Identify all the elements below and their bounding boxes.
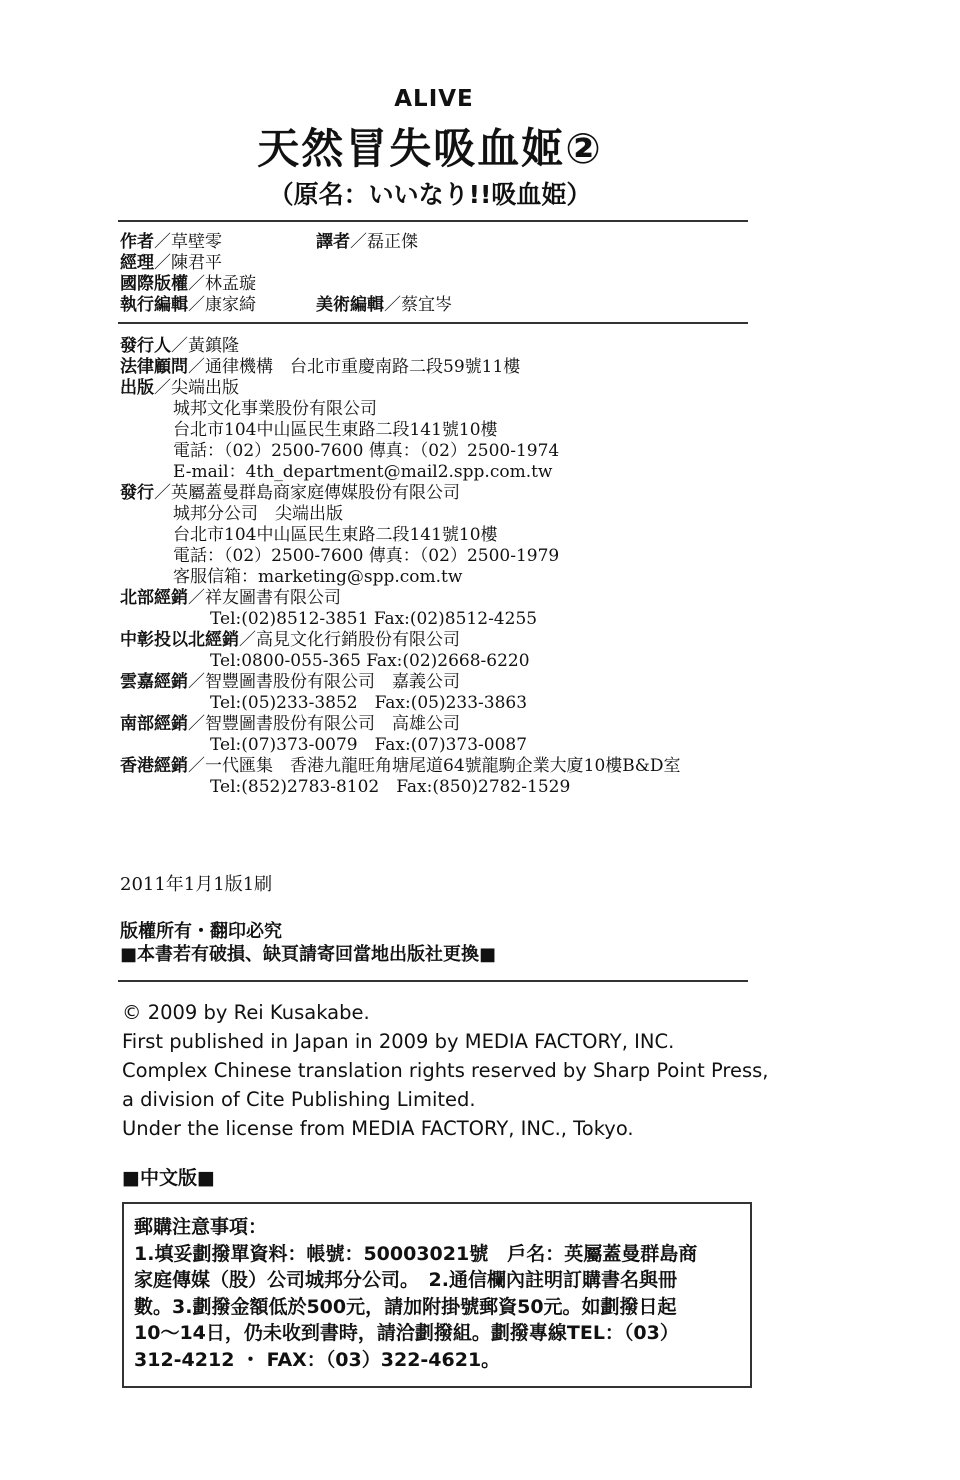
publisher-line: 電話：（02）2500-7600 傳真：（02）2500-1974	[173, 441, 560, 461]
copyright-block	[122, 998, 768, 1143]
original-title: （原名：いいなり!!吸血姫）	[268, 180, 592, 209]
notice-line: 1.填妥劃撥單資料：帳號：50003021號 戶名：英屬蓋曼群島商	[134, 1242, 698, 1265]
publisher-value: 尖端出版	[171, 378, 239, 398]
credit-value: 草壁零	[171, 232, 222, 252]
regional-label: 中彰投以北經銷	[120, 630, 239, 650]
regional-name: 智豐圖書股份有限公司 高雄公司	[205, 714, 460, 734]
regional-contact: Tel:(852)2783-8102 Fax:(850)2782-1529	[210, 777, 571, 797]
credit-label-2: 譯者	[316, 232, 350, 252]
issuer-row: 發行人／黃鎮隆	[120, 336, 239, 356]
copyright-line: Under the license from MEDIA FACTORY, INC., Tokyo.	[122, 1117, 634, 1140]
chinese-edition-label: ■中文版■	[122, 1167, 215, 1189]
regional-distributor-row: 北部經銷／祥友圖書有限公司	[120, 588, 341, 608]
regional-contact: Tel:(07)373-0079 Fax:(07)373-0087	[210, 735, 528, 755]
distributor-row: 發行／英屬蓋曼群島商家庭傳媒股份有限公司	[120, 483, 460, 503]
issuer-value: 黃鎮隆	[188, 336, 239, 356]
publisher-line: 台北市104中山區民生東路二段141號10樓	[173, 420, 498, 440]
distributor-label: 發行	[120, 483, 154, 503]
regional-label: 香港經銷	[120, 756, 188, 776]
credit-label: 執行編輯	[120, 295, 188, 315]
regional-distributor-row: 南部經銷／智豐圖書股份有限公司 高雄公司	[120, 714, 460, 734]
rights-line: 版權所有・翻印必究	[120, 921, 282, 942]
regional-label: 北部經銷	[120, 588, 188, 608]
notice-line: 10～14日，仍未收到書時，請洽劃撥組。劃撥專線TEL：（03）	[134, 1322, 679, 1344]
credit-row: 執行編輯／康家綺 美術編輯／蔡宜岑	[120, 295, 452, 315]
divider	[118, 322, 748, 324]
credit-value: 陳君平	[171, 253, 222, 273]
issuer-label: 發行人	[120, 336, 171, 356]
credit-value-2: 磊正傑	[367, 232, 418, 252]
regional-distributor-row: 雲嘉經銷／智豐圖書股份有限公司 嘉義公司	[120, 672, 460, 692]
credit-value: 林孟璇	[205, 274, 256, 294]
regional-contact: Tel:(02)8512-3851 Fax:(02)8512-4255	[210, 609, 538, 629]
regional-contact: Tel:0800-055-365 Fax:(02)2668-6220	[210, 651, 530, 671]
publisher-row: 出版／尖端出版	[120, 378, 239, 398]
credits-block	[120, 232, 452, 316]
publishing-block	[120, 336, 681, 798]
divider	[118, 980, 748, 982]
rights-block	[120, 920, 496, 966]
distributor-value: 英屬蓋曼群島商家庭傳媒股份有限公司	[171, 483, 460, 503]
credit-row: 國際版權／林孟璇	[120, 274, 256, 294]
legal-value: 通律機構 台北市重慶南路二段59號11樓	[205, 357, 521, 377]
regional-name: 智豐圖書股份有限公司 嘉義公司	[205, 672, 460, 692]
copyright-line: First published in Japan in 2009 by MEDIA FACTORY, INC.	[122, 1030, 675, 1053]
regional-distributor-row: 中彰投以北經銷／高見文化行銷股份有限公司	[120, 630, 460, 650]
title-chinese: 天然冒失吸血姬②	[257, 124, 603, 173]
title-english: ALIVE	[394, 86, 474, 112]
credit-label: 國際版權	[120, 274, 188, 294]
publisher-line: 城邦文化事業股份有限公司	[173, 399, 377, 419]
regional-name: 一代匯集 香港九龍旺角塘尾道64號龍駒企業大廈10樓B&D室	[205, 756, 681, 776]
regional-label: 南部經銷	[120, 714, 188, 734]
regional-distributor-row: 香港經銷／一代匯集 香港九龍旺角塘尾道64號龍駒企業大廈10樓B&D室	[120, 756, 681, 776]
distributor-line: 城邦分公司 尖端出版	[173, 504, 343, 524]
notice-line: 數。3.劃撥金額低於500元，請加附掛號郵資50元。如劃撥日起	[134, 1295, 677, 1318]
edition-info: 2011年1月1版1刷	[120, 874, 273, 895]
credit-row: 經理／陳君平	[120, 253, 222, 273]
credit-value-2: 蔡宜岑	[401, 295, 452, 315]
notice-line: 312-4212 ・ FAX：（03）322-4621。	[134, 1348, 501, 1371]
credit-row: 作者／草壁零 譯者／磊正傑	[120, 232, 418, 252]
distributor-line: 台北市104中山區民生東路二段141號10樓	[173, 525, 498, 545]
rights-line: ■本書若有破損、缺頁請寄回當地出版社更換■	[120, 944, 497, 965]
copyright-line: © 2009 by Rei Kusakabe.	[122, 1001, 370, 1024]
regional-name: 祥友圖書有限公司	[205, 588, 341, 608]
regional-name: 高見文化行銷股份有限公司	[256, 630, 460, 650]
mail-order-notice-box	[122, 1202, 752, 1388]
regional-contact: Tel:(05)233-3852 Fax:(05)233-3863	[210, 693, 528, 713]
legal-label: 法律顧問	[120, 357, 188, 377]
credit-value: 康家綺	[205, 295, 256, 315]
copyright-line: Complex Chinese translation rights reserved by Sharp Point Press,	[122, 1059, 769, 1082]
distributor-line: 客服信箱：marketing@spp.com.tw	[173, 567, 463, 587]
credit-label: 作者	[120, 232, 154, 252]
distributor-line: 電話：（02）2500-7600 傳真：（02）2500-1979	[173, 546, 560, 566]
notice-line: 家庭傳媒（股）公司城邦分公司。 2.通信欄內註明訂購書名與冊	[134, 1269, 677, 1291]
copyright-line: a division of Cite Publishing Limited.	[122, 1088, 476, 1111]
divider	[118, 220, 748, 222]
publisher-line: E-mail：4th_department@mail2.spp.com.tw	[173, 462, 553, 482]
legal-row: 法律顧問／通律機構 台北市重慶南路二段59號11樓	[120, 357, 521, 377]
regional-label: 雲嘉經銷	[120, 672, 188, 692]
credit-label: 經理	[120, 253, 154, 273]
publisher-label: 出版	[120, 378, 154, 398]
notice-title: 郵購注意事項：	[134, 1216, 268, 1238]
credit-label-2: 美術編輯	[316, 295, 384, 315]
